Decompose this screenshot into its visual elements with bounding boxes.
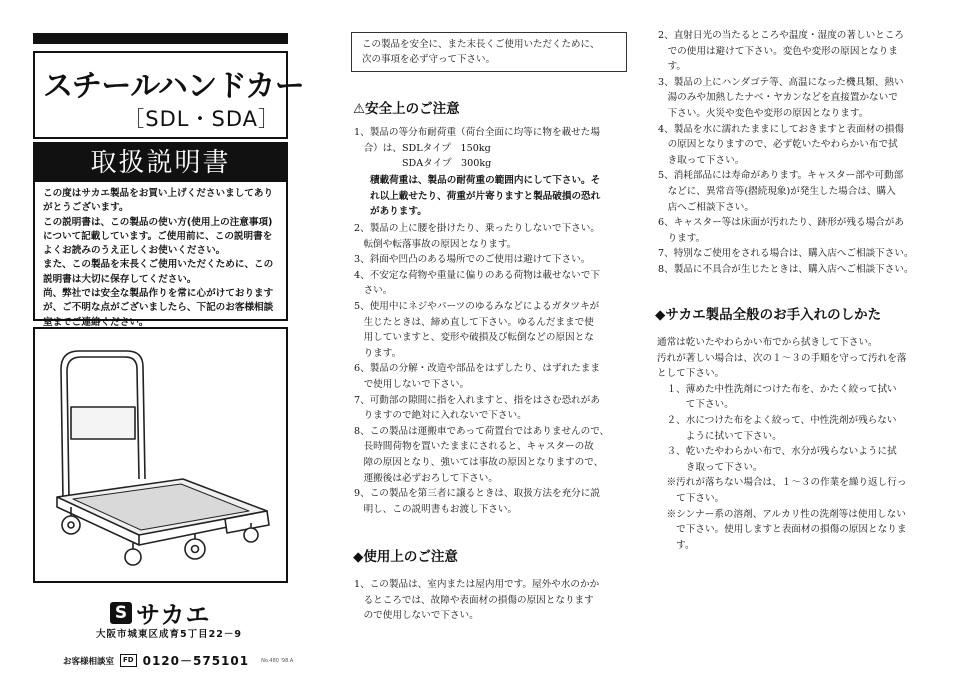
list-item: 2、製品の上に腰を掛けたり、乗ったりしないで下さい。	[354, 223, 600, 234]
intro-line: よくお読みのうえ正しくお使いください。	[43, 245, 226, 257]
list-item: 明し、この説明書もお渡し下さい。	[354, 503, 518, 515]
list-item: ※汚れが落ちない場合は、１～３の作業を繰り返し行っ	[657, 477, 907, 489]
intro-line: 室までご連絡ください。	[43, 316, 149, 328]
intro-line: 尚、弊社では安全な製品作りを常に心がけております	[43, 288, 274, 300]
list-item: 4、製品を水に濡れたままにしておきますと表面材の損傷	[658, 123, 904, 135]
manual-title: 取扱説明書	[35, 144, 286, 182]
list-item: 障の原因となり、強いては事故の原因となりますので、	[354, 456, 604, 468]
list-item: として下さい。	[657, 368, 725, 380]
list-item: 用していますと、変形や破損及び転倒などの原因とな	[354, 332, 594, 344]
list-item: 9、この製品を第三者に譲るときは、取扱方法を充分に説	[354, 488, 600, 500]
list-item: 汚れが著しい場合は、次の１～３の手順を守って汚れを落	[657, 352, 907, 364]
list-item: て下さい。	[657, 492, 725, 504]
list-item: 運搬後は必ずおろして下さい。	[354, 472, 498, 484]
safety-list	[354, 125, 600, 172]
list-item: ります。	[354, 347, 402, 359]
logo-mark-icon: S	[110, 602, 132, 624]
document-number: No.480 '98.A	[261, 657, 294, 664]
intro-line: また、この製品を末長くご使用いただくために、この	[43, 259, 274, 271]
list-item: で下さい。使用しますと表面材の損傷の原因となりま	[657, 524, 907, 536]
free-dial-icon: FD	[120, 654, 137, 667]
phone-number: 0120－575101	[142, 654, 250, 668]
usage-heading: ◆使用上のご注意	[353, 549, 458, 565]
safety-list-continued	[354, 221, 609, 517]
intro-line: 説明書は大切に保存してください。	[43, 273, 197, 285]
list-item: ※シンナー系の溶剤、アルカリ性の洗剤等は使用しない	[657, 508, 906, 520]
list-item: 生じたときは、締め直して下さい。ゆるんだままで使	[354, 316, 594, 328]
list-item: き取って下さい。	[658, 154, 745, 166]
sakae-logo	[110, 595, 211, 630]
cart-illustration-box	[33, 327, 288, 583]
list-item: 7、特別なご使用をされる場合は、購入店へご相談下さい。	[658, 248, 914, 260]
top-black-bar	[33, 33, 288, 44]
usage-list	[354, 577, 599, 624]
contact-label: お客様相談室	[63, 656, 115, 667]
list-item: 3、斜面や凹凸のある場所でのご使用は避けて下さい。	[354, 254, 591, 266]
list-item: き取って下さい。	[657, 461, 763, 473]
care-list	[657, 335, 906, 553]
list-item: 8、この製品は運搬車であって荷置台ではありませんので、	[354, 425, 610, 437]
intro-line: が、ご不明な点がございましたら、下記のお客様相談	[43, 302, 274, 314]
title-box	[33, 51, 305, 139]
intro-line: について記載しています。ご使用前に、この説明書を	[43, 230, 273, 242]
list-item: ので使用しないで下さい。	[354, 610, 479, 622]
list-item: 2、直射日光の当たるところや温度・湿度の著しいところ	[658, 30, 904, 41]
hand-cart-illustration	[35, 329, 286, 581]
usage-list-continued	[658, 28, 914, 278]
list-item: 8、製品に不具合が生じたときは、購入店へご相談下さい。	[658, 263, 914, 275]
list-item: るところでは、故障や表面材の損傷の原因となります	[354, 594, 594, 606]
care-heading: ◆サカエ製品全般のお手入れのしかた	[655, 307, 882, 323]
logo-text: サカエ	[136, 601, 211, 629]
company-address: 大阪市城東区成育5丁目22－9	[96, 629, 242, 640]
list-item: 1、製品の等分布耐荷重（荷台全面に均等に物を載せた場	[354, 127, 600, 138]
list-item: などに、異常音等(摺続現象)が発生した場合は、購入	[658, 185, 896, 197]
list-item: 4、不安定な荷物や重量に偏りのある荷物は載せないで下	[354, 269, 600, 281]
list-item: 下さい。火災や変色や変形の原因となります。	[658, 107, 869, 119]
list-item: 3、製品の上にハンダゴテ等、高温になった機具類、熱い	[658, 76, 904, 88]
list-item: 6、キャスター等は床面が汚れたり、跡形が残る場合があ	[658, 217, 904, 229]
list-item: 7、可動部の隙間に指を入れますと、指をはさむ恐れがあ	[354, 394, 600, 406]
warning-line: があります。	[370, 206, 427, 218]
load-warning	[370, 173, 600, 220]
list-item: で使用しないで下さい。	[354, 378, 470, 390]
list-item: 転倒や転落事故の原因となります。	[354, 238, 517, 250]
list-item: 合）は、SDLタイプ 150kg	[354, 142, 491, 154]
list-item: 通常は乾いたやわらかい布でから拭きして下さい。	[657, 337, 878, 348]
list-item: 6、製品の分解・改造や部品をはずしたり、はずれたまま	[354, 363, 600, 375]
intro-line: がとうございます。	[43, 202, 129, 214]
list-item: す。	[658, 61, 687, 73]
list-item: 1、この製品は、室内または屋内用です。屋外や水のかか	[354, 579, 600, 590]
list-item: での使用は避けて下さい。変色や変形の原因となりま	[658, 45, 898, 57]
list-item: の原因となりますので、必ず乾いたやわらかい布で拭	[658, 139, 898, 151]
note-line: 次の事項を必ず守って下さい。	[362, 54, 496, 65]
warning-line: れ以上載せたり、荷重が片寄りますと製品破損の恐れ	[370, 190, 601, 202]
list-item: ように拭いて下さい。	[657, 430, 782, 442]
intro-line: この説明書は、この製品の使い方(使用上の注意事項)	[43, 216, 273, 228]
manual-box	[33, 142, 288, 328]
list-item: 店へご相談下さい。	[658, 201, 754, 213]
list-item: ２、水につけた布をよく絞って、中性洗剤が残らない	[657, 414, 897, 426]
list-item: ります。	[658, 232, 706, 244]
list-item: 5、使用中にネジやパーツのゆるみなどによるガタツキが	[354, 300, 600, 312]
list-item: SDAタイプ 300kg	[354, 158, 492, 170]
list-item: ３、乾いたやわらかい布で、水分が残らないように拭	[657, 446, 897, 458]
list-item: りますので絶対に入れないで下さい。	[354, 410, 527, 422]
list-item: １、薄めた中性洗剤につけた布を、かたく絞って拭い	[657, 383, 897, 395]
list-item: 湯のみや加熱したナベ・ヤカンなどを直接置かないで	[658, 92, 898, 104]
intro-line: この度はサカエ製品をお買い上げくださいましてあり	[43, 188, 274, 199]
intro-text	[43, 187, 281, 330]
contact-line	[63, 652, 293, 669]
safety-heading: ⚠安全上のご注意	[353, 101, 460, 117]
list-item: 5、消耗部品には寿命があります。キャスター部や可動部	[658, 170, 904, 182]
list-item: さい。	[354, 285, 393, 297]
note-line: この製品を安全に、また末長くご使用いただくために、	[362, 39, 600, 50]
intro-note-box	[351, 32, 627, 72]
list-item: て下さい。	[657, 399, 734, 411]
model-name: ［SDL・SDA］	[123, 107, 280, 131]
product-title: スチールハンドカー	[43, 69, 305, 104]
warning-line: 積載荷重は、製品の耐荷重の範囲内にして下さい。そ	[370, 175, 601, 186]
list-item: す。	[657, 539, 695, 551]
list-item: 長時間荷物を置いたままにされると、キャスターの故	[354, 441, 594, 453]
